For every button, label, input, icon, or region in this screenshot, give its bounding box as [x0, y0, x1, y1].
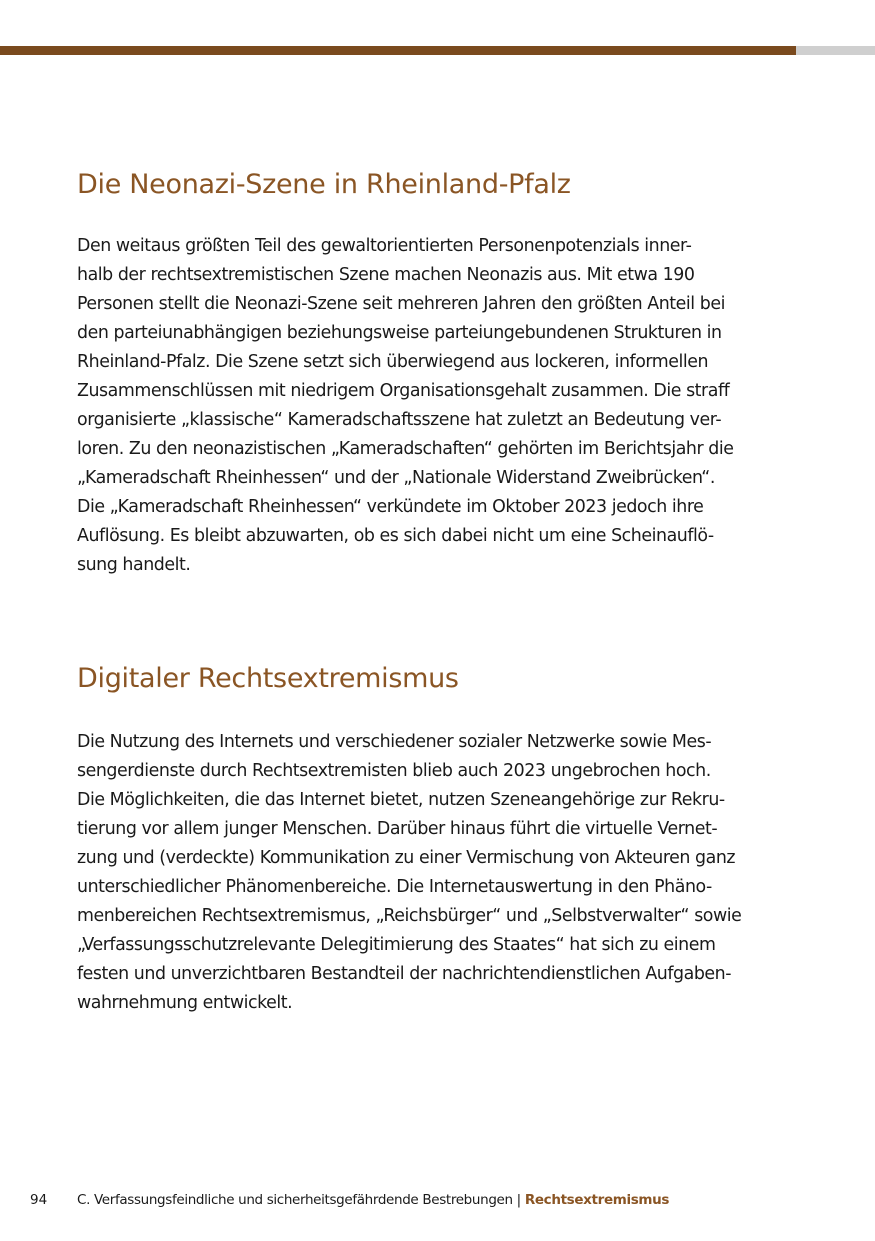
header-accent-bar: [0, 46, 796, 55]
chapter-name: Rechtsextremismus: [524, 1192, 670, 1208]
body-line: Zusammenschlüssen mit niedrigem Organisationsgehalt zusammen. Die straff: [77, 381, 730, 401]
body-line: organisierte „klassische“ Kameradschaftsszene hat zuletzt an Bedeutung ver-: [77, 410, 722, 430]
body-line: sung handelt.: [77, 555, 191, 575]
body-line: Personen stellt die Neonazi-Szene seit mehreren Jahren den größten Anteil bei: [77, 294, 725, 314]
body-line: Die Nutzung des Internets und verschiedener sozialer Netzwerke sowie Mes-: [77, 732, 712, 752]
body-line: sengerdienste durch Rechtsextremisten blieb auch 2023 ungebrochen hoch.: [77, 761, 711, 781]
section-body-neonazi-szene: [77, 232, 777, 580]
body-line: den parteiunabhängigen beziehungsweise parteiungebundenen Strukturen in: [77, 323, 722, 343]
body-line: wahrnehmung entwickelt.: [77, 993, 293, 1013]
body-line: „Kameradschaft Rheinhessen“ und der „Nationale Widerstand Zweibrücken“.: [77, 468, 715, 488]
body-line: Den weitaus größten Teil des gewaltorientierten Personenpotenzials inner-: [77, 236, 692, 256]
body-line: „Verfassungsschutzrelevante Delegitimierung des Staates“ hat sich zu einem: [77, 935, 716, 955]
section-heading-neonazi-szene: Die Neonazi-Szene in Rheinland-Pfalz: [77, 169, 571, 200]
body-line: unterschiedlicher Phänomenbereiche. Die Internetauswertung in den Phäno-: [77, 877, 712, 897]
section-heading-digitaler-rechtsextremismus: Digitaler Rechtsextremismus: [77, 663, 459, 694]
body-line: loren. Zu den neonazistischen „Kameradschaften“ gehörten im Berichtsjahr die: [77, 439, 734, 459]
body-line: halb der rechtsextremistischen Szene machen Neonazis aus. Mit etwa 190: [77, 265, 695, 285]
body-line: Die „Kameradschaft Rheinhessen“ verkündete im Oktober 2023 jedoch ihre: [77, 497, 704, 517]
body-line: menbereichen Rechtsextremismus, „Reichsbürger“ und „Selbstverwalter“ sowie: [77, 906, 742, 926]
body-line: Die Möglichkeiten, die das Internet bietet, nutzen Szeneangehörige zur Rekru-: [77, 790, 725, 810]
page-number: 94: [30, 1192, 48, 1208]
running-title-block: [77, 1190, 669, 1210]
section-body-digitaler-rechtsextremismus: [77, 728, 777, 1018]
footer-separator: |: [516, 1192, 521, 1208]
body-line: Auflösung. Es bleibt abzuwarten, ob es sich dabei nicht um eine Scheinauflö-: [77, 526, 714, 546]
header-grey-bar: [796, 46, 875, 55]
body-line: zung und (verdeckte) Kommunikation zu einer Vermischung von Akteuren ganz: [77, 848, 736, 868]
running-title: C. Verfassungsfeindliche und sicherheitsgefährdende Bestrebungen: [77, 1192, 513, 1208]
body-line: Rheinland-Pfalz. Die Szene setzt sich überwiegend aus lockeren, informellen: [77, 352, 709, 372]
page-footer: [0, 1190, 875, 1212]
body-line: festen und unverzichtbaren Bestandteil der nachrichtendienstlichen Aufgaben-: [77, 964, 732, 984]
body-line: tierung vor allem junger Menschen. Darüber hinaus führt die virtuelle Vernet-: [77, 819, 718, 839]
